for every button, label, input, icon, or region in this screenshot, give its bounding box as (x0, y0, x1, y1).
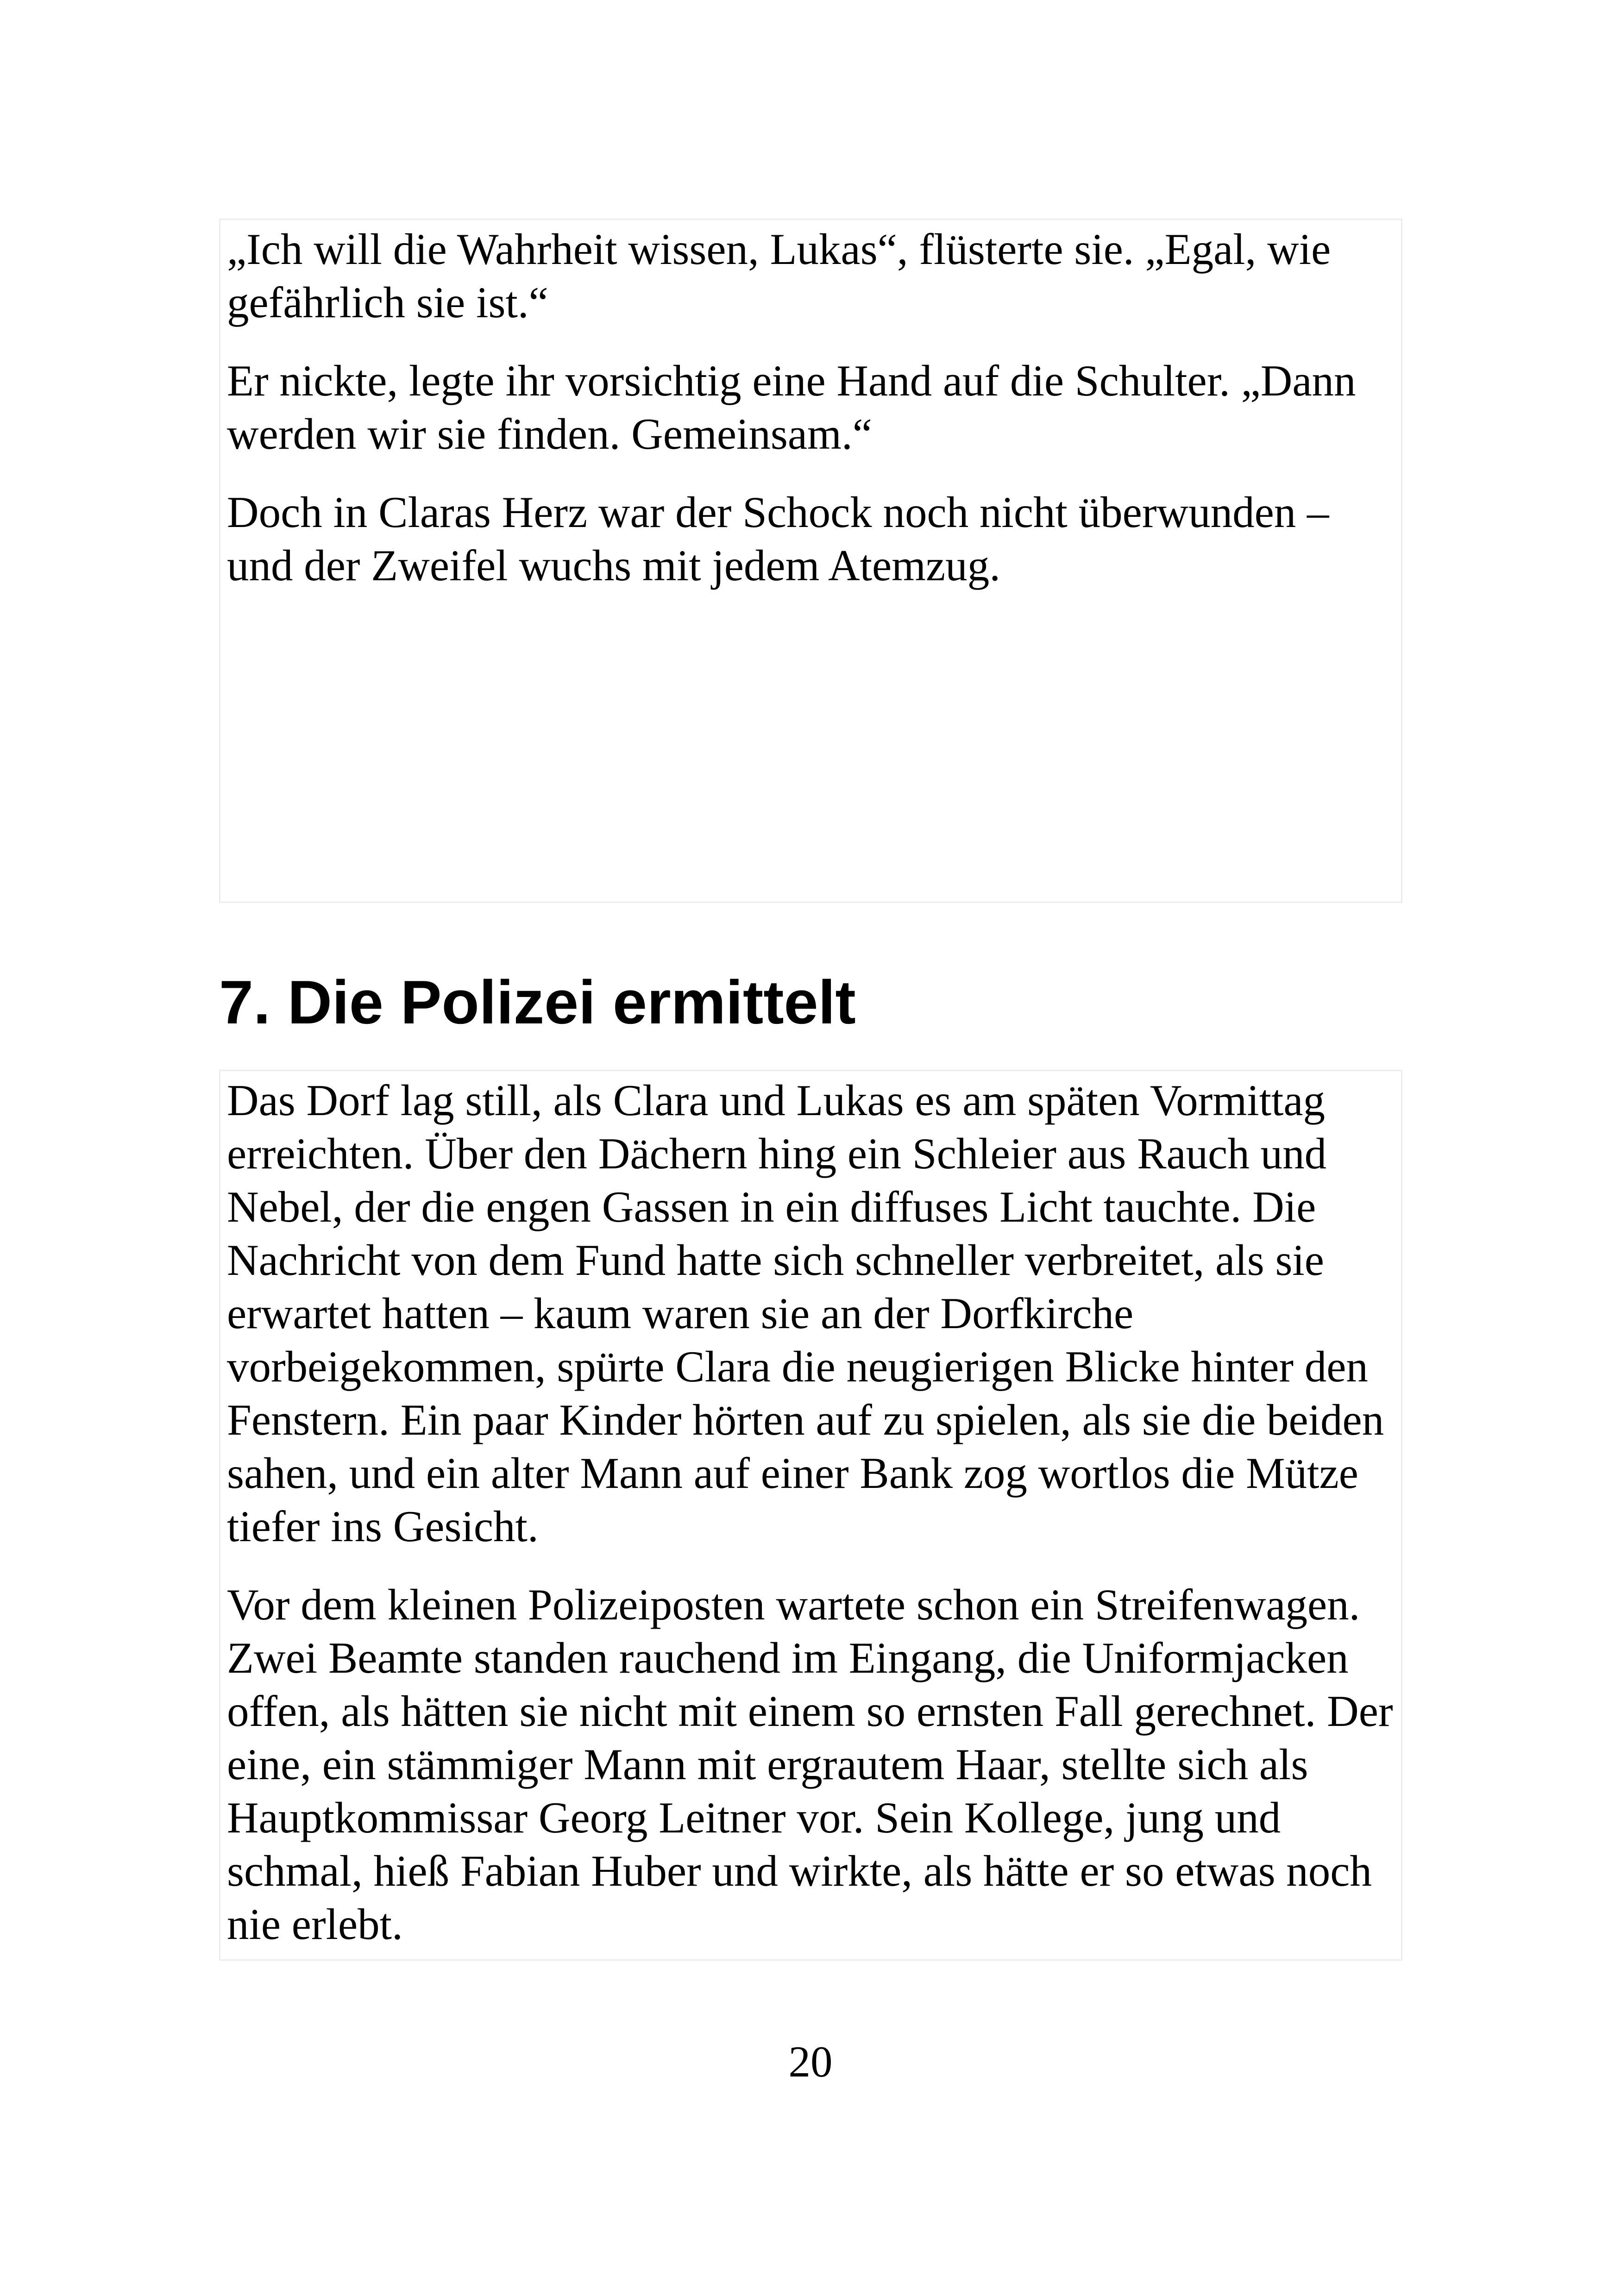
paragraph: Das Dorf lag still, als Clara und Lukas es am späten Vormittag erreichten. Über den Dächern hing ein Schleier aus Rauch und Nebel, der die engen Gassen in ein diffuses Licht tauchte. Die Nachricht von dem Fund hatte sich schneller verbreitet, als sie erwartet hatten – kaum waren sie an der Dorfkirche vorbeigekommen, spürte Clara die neugierigen Blicke hinter den Fenstern. Ein paar Kinder hörten auf zu spielen, als sie die beiden sahen, und ein alter Mann auf einer Bank zog wortlos die Mütze tiefer ins Gesicht. (227, 1076, 1384, 1551)
bottom-text-frame (219, 1070, 1402, 1961)
top-text-frame (219, 219, 1402, 903)
chapter-heading: 7. Die Polizei ermittelt (219, 968, 856, 1037)
paragraph: „Ich will die Wahrheit wissen, Lukas“, flüsterte sie. „Egal, wie gefährlich sie ist.“ (227, 225, 1331, 327)
paragraph: Vor dem kleinen Polizeiposten wartete schon ein Streifenwagen. Zwei Beamte standen rauchend im Eingang, die Uniformjacken offen, als hätten sie nicht mit einem so ernsten Fall gerechnet. Der eine, ein stämmiger Mann mit ergrautem Haar, stellte sich als Hauptkommissar Georg Leitner vor. Sein Kollege, jung und schmal, hieß Fabian Huber und wirkte, als hätte er so etwas noch nie erlebt. (227, 1580, 1393, 1949)
paragraph: Er nickte, legte ihr vorsichtig eine Hand auf die Schulter. „Dann werden wir sie finden. Gemeinsam.“ (227, 356, 1356, 458)
page-number: 20 (788, 2037, 833, 2086)
paragraph: Doch in Claras Herz war der Schock noch nicht überwunden – und der Zweifel wuchs mit jedem Atemzug. (227, 488, 1329, 590)
